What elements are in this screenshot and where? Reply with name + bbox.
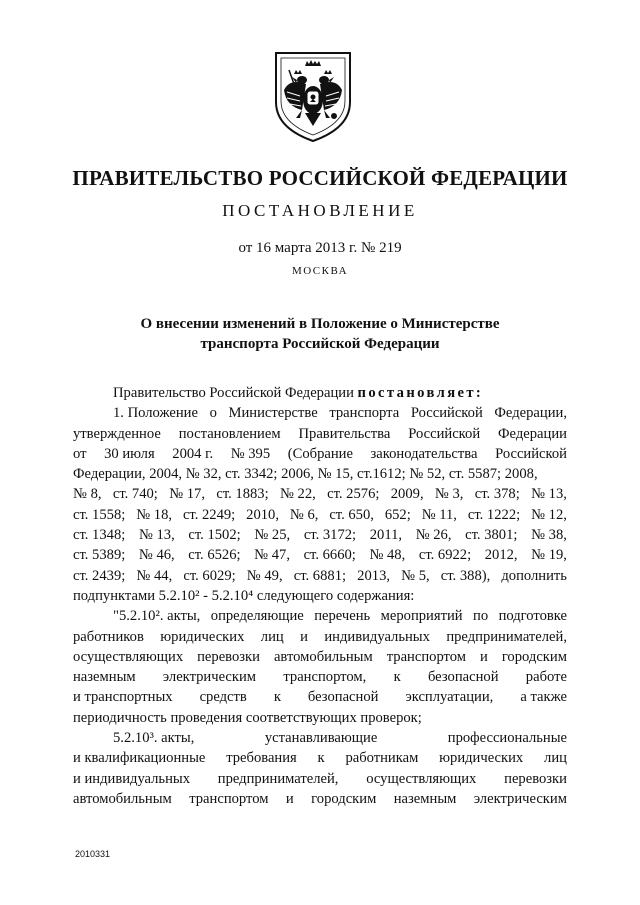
word: № 46, xyxy=(138,547,175,564)
word: к xyxy=(393,669,401,686)
word: ст. 2249; xyxy=(182,506,236,523)
word: № 38, xyxy=(531,527,567,544)
word: ст. 388), xyxy=(440,567,491,584)
word: № 11, xyxy=(421,506,457,523)
word: мероприятий xyxy=(380,608,463,625)
document-subject xyxy=(0,314,640,354)
word: № 19, xyxy=(531,547,567,564)
word: эксплуатации, xyxy=(405,689,494,706)
word: Федерации, xyxy=(494,405,567,422)
word: № 5, xyxy=(401,567,430,584)
document-body xyxy=(73,383,567,809)
text-line xyxy=(73,464,567,484)
word: ст. 2439; xyxy=(73,567,126,584)
word: юридических xyxy=(160,628,245,645)
word: безопасной xyxy=(427,669,499,686)
word: ст. 6922; xyxy=(418,547,472,564)
word: наземным xyxy=(393,790,457,807)
word: работников xyxy=(73,628,144,645)
word: № 48, xyxy=(369,547,406,564)
word: ст. 6881; xyxy=(293,567,347,584)
text-line xyxy=(73,505,567,525)
text-line xyxy=(73,403,567,423)
word: электрическим xyxy=(162,669,257,686)
word: (Собрание xyxy=(287,445,353,462)
word: № 25, xyxy=(254,527,291,544)
text-line xyxy=(73,606,567,626)
word: предпринимателей, xyxy=(446,628,567,645)
subject-line: транспорта Российской Федерации xyxy=(200,336,440,352)
word: городским xyxy=(501,648,567,665)
word: транспортом xyxy=(189,790,269,807)
word: ст. 378; xyxy=(474,486,520,503)
word: ст. 3172; xyxy=(303,527,357,544)
word: к xyxy=(273,689,281,706)
word: 2013, xyxy=(357,567,391,584)
word: и квалификационные xyxy=(73,750,206,767)
word: № 18, xyxy=(136,506,173,523)
word: транспортом xyxy=(386,648,466,665)
preamble-prefix: Правительство Российской Федерации xyxy=(113,385,358,401)
word: перевозки xyxy=(197,648,260,665)
preamble-decree: постановляет: xyxy=(357,385,484,401)
word: определяющие xyxy=(210,608,304,625)
word: № 8, xyxy=(73,486,102,503)
word: 30 июля xyxy=(104,445,155,462)
document-type: ПОСТАНОВЛЕНИЕ xyxy=(222,201,418,220)
text-line xyxy=(73,728,567,748)
city-name: МОСКВА xyxy=(291,265,349,277)
text-line xyxy=(73,424,567,444)
word: ст. 1222; xyxy=(467,506,521,523)
preamble xyxy=(73,383,567,403)
word: № 44, xyxy=(136,567,173,584)
document-code: 2010331 xyxy=(75,849,111,859)
word: Федерации xyxy=(498,425,567,442)
word: № 395 xyxy=(230,445,271,462)
text-line xyxy=(73,627,567,647)
text-line xyxy=(73,647,567,667)
text-line xyxy=(73,687,567,707)
text-line xyxy=(73,545,567,565)
word: а также xyxy=(520,689,567,706)
word: по xyxy=(473,608,489,625)
word: 2009, xyxy=(390,486,424,503)
word: Федерации, 2004, № 32, ст. 3342; 2006, № 15, ст.1612; № 52, ст. 5587; 2008, xyxy=(73,466,538,483)
text-line xyxy=(73,667,567,687)
word: ст. 650, xyxy=(329,506,374,523)
word: электрическим xyxy=(473,790,567,807)
word: Российской xyxy=(495,445,567,462)
word: "5.2.10². акты, xyxy=(113,608,201,625)
word: профессиональные xyxy=(447,730,567,747)
word: подготовке xyxy=(498,608,567,625)
word: ст. 1348; xyxy=(73,527,126,544)
word: № 47, xyxy=(254,547,290,564)
text-line xyxy=(73,769,567,789)
word: № 6, xyxy=(289,506,319,523)
word: утвержденное xyxy=(73,425,161,442)
word: 5.2.10³. акты, xyxy=(113,730,195,747)
word: № 26, xyxy=(415,527,452,544)
government-title: ПРАВИТЕЛЬСТВО РОССИЙСКОЙ ФЕДЕРАЦИИ xyxy=(72,166,568,190)
word: автомобильным xyxy=(273,648,373,665)
word: о xyxy=(209,405,217,422)
word: ст. 740; xyxy=(112,486,158,503)
word: ст. 6660; xyxy=(303,547,356,564)
word: № 17, xyxy=(169,486,206,503)
word: № 22, xyxy=(279,486,316,503)
word: № 3, xyxy=(434,486,464,503)
coat-of-arms-emblem xyxy=(272,50,354,144)
word: автомобильным xyxy=(73,790,172,807)
word: индивидуальных xyxy=(324,628,430,645)
word: дополнить xyxy=(501,567,567,584)
word: и индивидуальных xyxy=(73,770,190,787)
word: № 13, xyxy=(531,486,567,503)
text-line xyxy=(73,444,567,464)
word: лиц xyxy=(544,750,567,767)
word: городским xyxy=(311,790,377,807)
word: ст. 1502; xyxy=(188,527,241,544)
word: ст. 1883; xyxy=(216,486,269,503)
word: ст. 3801; xyxy=(465,527,518,544)
word: средств xyxy=(199,689,247,706)
word: 1. Положение xyxy=(113,405,198,422)
word: № 12, xyxy=(531,506,567,523)
word: № 49, xyxy=(246,567,283,584)
word: 2011, xyxy=(369,527,403,544)
word: юридических xyxy=(439,750,524,767)
word: перевозки xyxy=(504,770,567,787)
word: Правительства xyxy=(298,425,391,442)
word: предпринимателей, xyxy=(217,770,339,787)
word: постановлением xyxy=(178,425,281,442)
word: транспорта xyxy=(329,405,400,422)
word: перечень xyxy=(314,608,371,625)
word: безопасной xyxy=(307,689,379,706)
word: 2010, xyxy=(246,506,279,523)
text-line xyxy=(73,566,567,586)
word: и xyxy=(285,790,294,807)
word: ст. 2576; xyxy=(327,486,380,503)
word: и xyxy=(300,628,308,645)
subject-line: О внесении изменений в Положение о Министерстве xyxy=(140,316,500,332)
word: и транспортных xyxy=(73,689,173,706)
word: наземным xyxy=(73,669,136,686)
word: транспортом, xyxy=(283,669,367,686)
word: от xyxy=(73,445,87,462)
word: к xyxy=(317,750,325,767)
word: устанавливающие xyxy=(264,730,378,747)
word: ст. 1558; xyxy=(73,506,126,523)
text-line xyxy=(73,525,567,545)
word: осуществляющих xyxy=(73,648,184,665)
word: Российской xyxy=(410,405,483,422)
word: требования xyxy=(226,750,297,767)
word: Министерстве xyxy=(228,405,318,422)
date-and-number: от 16 марта 2013 г. № 219 xyxy=(238,240,402,256)
word: законодательства xyxy=(370,445,478,462)
word: лиц xyxy=(260,628,284,645)
word: работникам xyxy=(345,750,419,767)
word: осуществляющих xyxy=(366,770,477,787)
text-line: подпунктами 5.2.10² - 5.2.10⁴ следующего содержания: xyxy=(73,587,415,604)
word: ст. 6029; xyxy=(183,567,236,584)
word: ст. 6526; xyxy=(188,547,241,564)
text-line xyxy=(73,748,567,768)
word: Российской xyxy=(408,425,481,442)
text-line xyxy=(73,789,567,809)
word: 2012, xyxy=(484,547,518,564)
word: ст. 5389; xyxy=(73,547,126,564)
text-line xyxy=(73,484,567,504)
word: и xyxy=(480,648,488,665)
word: 652; xyxy=(384,506,411,523)
text-line: периодичность проведения соответствующих проверок; xyxy=(73,709,422,726)
word: работе xyxy=(525,669,567,686)
word: 2004 г. xyxy=(172,445,214,462)
word: № 13, xyxy=(138,527,175,544)
